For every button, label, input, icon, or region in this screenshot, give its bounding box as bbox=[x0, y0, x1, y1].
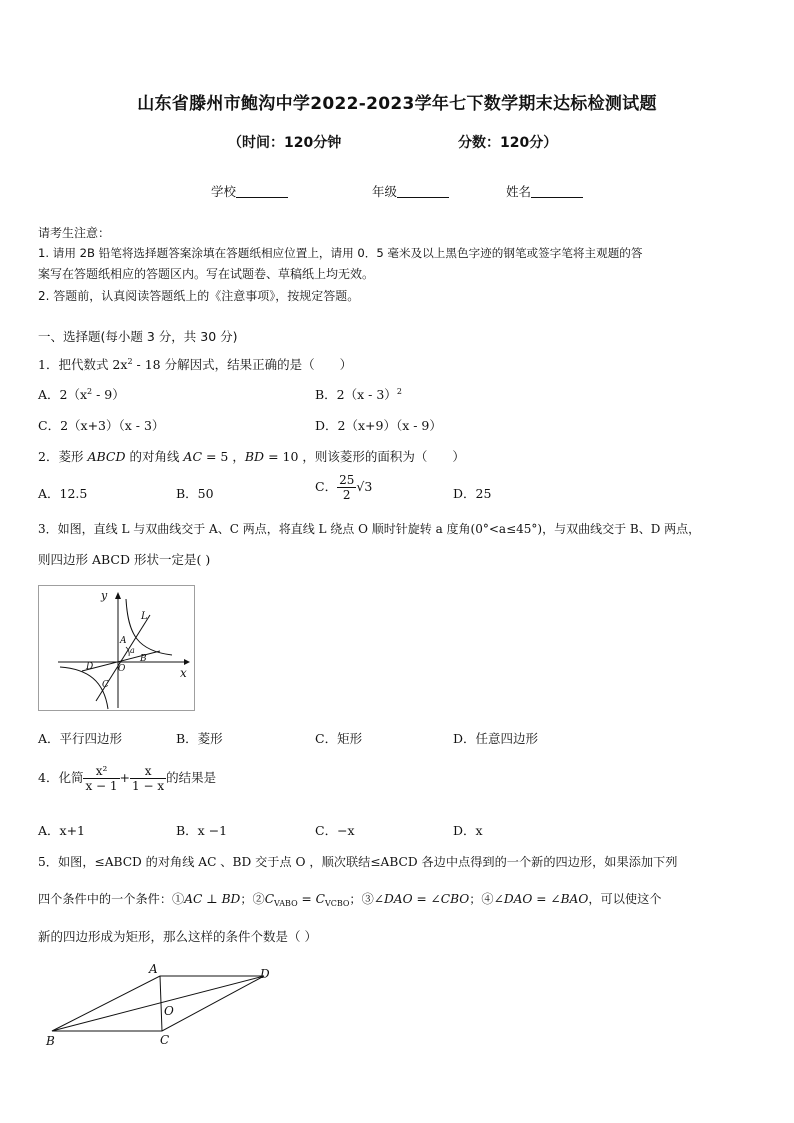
grade-label: 年级 bbox=[372, 184, 398, 199]
q1-b-pre: B．2（x - 3） bbox=[315, 387, 397, 402]
q3-figure-frame bbox=[39, 586, 195, 711]
q3-option-b[interactable]: B．菱形 bbox=[176, 731, 223, 746]
q1-a-pre: A．2（x bbox=[38, 387, 88, 402]
q4-fraction-1 bbox=[83, 764, 119, 793]
school-label: 学校 bbox=[211, 184, 237, 199]
label-D: D bbox=[260, 967, 270, 981]
q4-option-a[interactable]: A．x+1 bbox=[38, 823, 86, 838]
page-title: 山东省滕州市鲍沟中学2022-2023学年七下数学期末达标检测试题 bbox=[137, 94, 657, 114]
q4-fraction-2 bbox=[130, 764, 166, 793]
q2-eq2: = 10 ，则该菱形的面积为（ ） bbox=[264, 449, 465, 464]
label-C: C bbox=[160, 1033, 170, 1047]
q4-stem bbox=[38, 764, 216, 793]
q5-stem-line2 bbox=[38, 890, 661, 908]
q5-sep3: ；④ bbox=[469, 892, 494, 906]
q1-option-c[interactable]: C．2（x+3）（x - 3） bbox=[38, 418, 165, 433]
q2-c-num: 25 bbox=[339, 473, 355, 487]
q3-stem-line2: 则四边形 ABCD 形状一定是( ) bbox=[38, 552, 211, 567]
q4-prefix: 4．化简 bbox=[38, 770, 84, 785]
label-x: x bbox=[180, 666, 187, 680]
label-B: B bbox=[140, 654, 147, 664]
q3-figure bbox=[38, 585, 196, 711]
q5-stem-line1: 5．如图，≤ABCD 的对角线 AC 、BD 交于点 O ，顺次联结≤ABCD 各边中点得到的一个新的四边形，如果添加下列 bbox=[38, 855, 678, 869]
label-D: D bbox=[86, 662, 94, 672]
school-blank bbox=[236, 185, 288, 198]
q4-f2-den: 1 − x bbox=[132, 779, 165, 793]
label-O: O bbox=[118, 664, 126, 674]
q4-option-d[interactable]: D．x bbox=[453, 823, 483, 838]
q2-eq1: = 5 ， bbox=[202, 449, 245, 464]
q5-parallelogram-figure bbox=[42, 962, 277, 1047]
q2-c-radical: √3 bbox=[356, 479, 373, 494]
y-axis-arrow-icon bbox=[115, 592, 121, 599]
q1-stem bbox=[38, 355, 352, 373]
q3-stem-line1: 3．如图，直线 L 与双曲线交于 A、C 两点，将直线 L 绕点 O 顺时针旋转 a 度角(0°<a≤45°)，与双曲线交于 B、D 两点， bbox=[38, 522, 701, 536]
q2-ac: AC bbox=[183, 449, 203, 464]
label-A: A bbox=[149, 962, 158, 976]
school-field bbox=[211, 182, 288, 200]
q2-bd: BD bbox=[244, 449, 265, 464]
q2-c-den: 2 bbox=[337, 487, 356, 502]
label-a: a bbox=[130, 646, 135, 655]
q3-option-c[interactable]: C．矩形 bbox=[315, 731, 363, 746]
label-O: O bbox=[164, 1004, 174, 1018]
q1-prefix: 1．把代数式 2x bbox=[38, 357, 128, 372]
q4-plus: + bbox=[119, 770, 131, 785]
q2-prefix: 2．菱形 bbox=[38, 449, 88, 464]
name-field bbox=[506, 182, 583, 200]
q5-line2-post: ，可以使这个 bbox=[588, 892, 662, 906]
q2-mid: 的对角线 bbox=[125, 449, 184, 464]
notes-heading: 请考生注意： bbox=[38, 226, 111, 240]
hyperbola-branch-2 bbox=[60, 667, 108, 709]
q5-condition-2b-sub: VCBO bbox=[324, 899, 350, 908]
q5-condition-2b: C bbox=[315, 892, 325, 906]
label-A: A bbox=[120, 636, 127, 646]
q2-option-c[interactable] bbox=[315, 473, 372, 502]
q1-b-exp: 2 bbox=[396, 387, 402, 396]
q5-condition-2a-sub: VABO bbox=[274, 899, 298, 908]
q4-suffix: 的结果是 bbox=[166, 770, 217, 785]
notes-item1-line2: 案写在答题纸相应的答题区内。写在试题卷、草稿纸上均无效。 bbox=[38, 267, 375, 281]
label-B: B bbox=[46, 1034, 55, 1048]
label-C: C bbox=[102, 680, 109, 690]
q1-exp: 2 bbox=[127, 357, 133, 366]
score-label: 分数：120分） bbox=[458, 135, 558, 151]
diagonal-BD bbox=[52, 976, 264, 1031]
q5-sep2: ；③ bbox=[349, 892, 374, 906]
q4-f2-num: x bbox=[144, 764, 152, 778]
q4-option-b[interactable]: B．x −1 bbox=[176, 823, 228, 838]
q2-stem bbox=[38, 447, 465, 465]
q5-condition-4: ∠DAO = ∠BAO bbox=[493, 892, 589, 906]
label-L: L bbox=[141, 611, 148, 622]
q3-option-a[interactable]: A．平行四边形 bbox=[38, 731, 123, 746]
q1-option-d[interactable]: D．2（x+9）（x - 9） bbox=[315, 418, 442, 433]
q4-f1-den: x − 1 bbox=[85, 779, 118, 793]
q4-f1-num: x² bbox=[95, 764, 108, 778]
q5-condition-3: ∠DAO = ∠CBO bbox=[373, 892, 470, 906]
q5-condition-2a: C bbox=[264, 892, 275, 906]
label-y: y bbox=[101, 589, 108, 602]
grade-field bbox=[372, 182, 449, 200]
q5-sep1: ；② bbox=[240, 892, 265, 906]
q1-a-post: - 9） bbox=[92, 387, 125, 402]
q1-option-a[interactable] bbox=[38, 385, 125, 403]
q5-stem-line3: 新的四边形成为矩形，那么这样的条件个数是（ ） bbox=[38, 929, 317, 944]
q2-c-fraction bbox=[337, 473, 356, 502]
q5-condition-2-eq: = bbox=[297, 892, 316, 906]
q1-suffix: - 18 分解因式，结果正确的是（ ） bbox=[132, 357, 353, 372]
grade-blank bbox=[397, 185, 449, 198]
q2-option-d[interactable]: D．25 bbox=[453, 486, 492, 501]
time-label: （时间：120分钟 bbox=[228, 135, 342, 151]
name-blank bbox=[531, 185, 583, 198]
q2-option-b[interactable]: B．50 bbox=[176, 486, 214, 501]
section-heading: 一、选择题(每小题 3 分，共 30 分) bbox=[38, 329, 238, 344]
q5-condition-1: AC ⊥ BD bbox=[184, 892, 241, 906]
notes-item2: 2. 答题前，认真阅读答题纸上的《注意事项》，按规定答题。 bbox=[38, 289, 360, 303]
x-axis-arrow-icon bbox=[184, 659, 190, 665]
q2-option-a[interactable]: A．12.5 bbox=[38, 486, 88, 501]
q3-option-d[interactable]: D．任意四边形 bbox=[453, 731, 539, 746]
diagonal-AC bbox=[160, 976, 162, 1031]
q2-abcd: ABCD bbox=[87, 449, 126, 464]
q1-option-b[interactable] bbox=[315, 385, 402, 403]
q5-line2-pre: 四个条件中的一个条件：① bbox=[38, 892, 185, 906]
name-label: 姓名 bbox=[506, 184, 532, 199]
q4-option-c[interactable]: C．−x bbox=[315, 823, 355, 838]
q1-a-exp: 2 bbox=[87, 387, 93, 396]
notes-item1-line1: 1. 请用 2B 铅笔将选择题答案涂填在答题纸相应位置上，请用 0．5 毫米及以上黑色字迹的钢笔或签字笔将主观题的答 bbox=[38, 246, 643, 260]
q2-c-label: C． bbox=[315, 479, 338, 494]
